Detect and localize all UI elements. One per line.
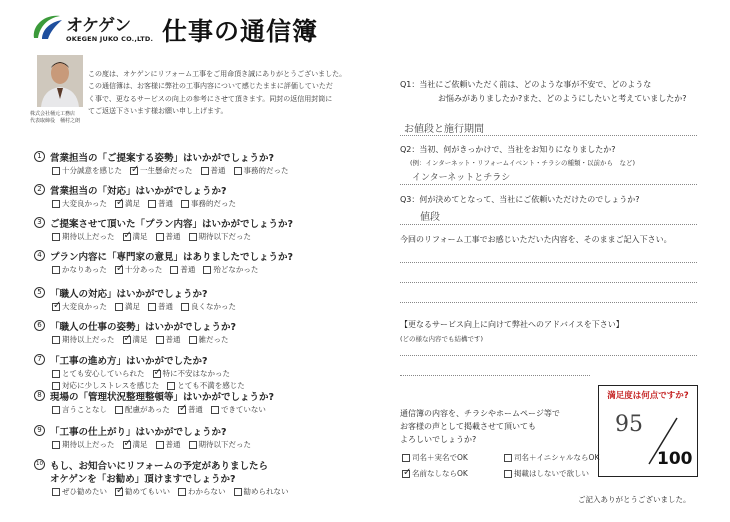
options-row [52,165,289,176]
option[interactable] [115,301,140,312]
checkbox-icon[interactable] [52,370,60,378]
question-text: 現場の「管理状況整理整頓等」はいかがでしょうか? [50,392,275,403]
question-text: 「工事の進め方」はいかがでしたか? [50,356,208,367]
options-row [52,368,230,379]
option[interactable] [156,439,181,450]
option-label: 期待以下だった [198,440,251,449]
president-company: 株式会社桶元工務店 [30,111,76,117]
option-label: 普通 [165,440,181,449]
checkbox-icon[interactable] [52,488,60,496]
option[interactable] [115,486,170,497]
option-label: 対応に少しストレスを感じた [62,381,160,390]
checked-checkbox-icon[interactable] [130,167,138,175]
option[interactable] [52,198,107,209]
publish-options-row1 [402,452,599,463]
publish-line2: お客様の声として掲載させて頂いても [400,422,536,431]
checked-checkbox-icon[interactable] [123,233,131,241]
publish-option-label: 名前なしならOK [412,469,468,478]
option[interactable] [52,334,115,345]
checkbox-icon[interactable] [211,406,219,414]
checkbox-icon[interactable] [234,167,242,175]
president-name: 代表取締役 桶村之朗 [30,118,81,124]
checked-checkbox-icon[interactable] [178,406,186,414]
checked-checkbox-icon[interactable] [52,303,60,311]
checkbox-icon[interactable] [203,266,211,274]
option[interactable] [203,264,258,275]
checkbox-icon[interactable] [234,488,242,496]
question-number: 9 [34,425,45,436]
q1-line2: お悩みがありましたか?また、どのようにしたいと考えていましたか? [438,94,687,103]
options-row [52,301,236,312]
option[interactable] [189,334,229,345]
checked-checkbox-icon[interactable] [123,336,131,344]
option-label: 期待以下だった [198,232,251,241]
question-number: 8 [34,390,45,401]
checkbox-icon[interactable] [52,336,60,344]
question-number: 2 [34,184,45,195]
option[interactable] [156,231,181,242]
option[interactable] [52,486,107,497]
checked-checkbox-icon[interactable] [123,441,131,449]
option[interactable] [170,264,195,275]
checkbox-icon[interactable] [52,167,60,175]
option[interactable] [123,231,148,242]
question-text: ご提案させて頂いた「プラン内容」はいかがでしょうか? [50,219,294,230]
option[interactable] [52,165,122,176]
options-row [52,198,236,209]
score-max: 100 [657,449,693,469]
option-label: わからない [188,487,226,496]
option[interactable] [148,198,173,209]
checkbox-icon[interactable] [181,303,189,311]
logo-subtitle: OKEGEN JUKO CO.,LTD. [66,35,154,43]
option[interactable] [234,486,289,497]
option-label: とても安心していられた [62,369,145,378]
checkbox-icon[interactable] [148,303,156,311]
option-label: 事務的だった [191,199,236,208]
option-label: 普通 [180,265,196,274]
person-icon [37,55,83,107]
option[interactable] [181,198,236,209]
option-label: 十分あった [124,265,163,274]
option-label: 普通 [165,232,181,241]
option-label: 満足 [132,335,148,344]
question-text: プラン内容に「専門家の意見」はありましたでしょうか? [50,252,294,263]
question-number: 6 [34,320,45,331]
option[interactable] [211,404,266,415]
option[interactable] [52,368,145,379]
q3-answer[interactable]: 値段 [420,212,440,223]
q3-line1: Q3：何が決めてとなって、当社にご依頼いただけたのでしょうか? [400,195,640,204]
answer-line [400,135,697,136]
q2-answer[interactable]: インターネットとチラシ [412,173,511,183]
option-label: 特に不安はなかった [162,369,230,378]
options-row [52,231,251,242]
intro-line: この通信簿は、お客様に弊社の工事内容について感じたままに評価していただ [88,82,333,91]
question-text-line2: オケゲンを「お勧め」頂けますでしょうか? [50,474,236,485]
advice-hint: (どの様な内容でも結構です) [400,335,484,343]
checked-checkbox-icon[interactable] [153,370,161,378]
option-label: 普通 [210,166,226,175]
checkbox-icon[interactable] [189,336,197,344]
intro-line: てご返送下さいます様お願い申し上げます。 [88,107,228,116]
option[interactable] [52,439,115,450]
option[interactable] [156,334,181,345]
checkbox-icon[interactable] [115,303,123,311]
checkbox-icon[interactable] [52,406,60,414]
option[interactable] [148,301,173,312]
option[interactable] [123,334,148,345]
option[interactable] [234,165,289,176]
publish-options-row2 [402,468,596,479]
logo-mark-icon [30,12,64,42]
question-number: 3 [34,217,45,228]
checked-checkbox-icon[interactable] [115,488,123,496]
option-label: 言うことなし [62,405,107,414]
option-label: 満足 [132,232,148,241]
option-label: 配慮があった [125,405,170,414]
option-label: 普通 [158,302,173,311]
option-label: できていない [220,405,266,414]
checkbox-icon[interactable] [52,233,60,241]
question-number: 5 [34,287,45,298]
option-label: 満足 [125,302,140,311]
option-label: 十分誠意を感じた [62,166,122,175]
question-text: 「職人の対応」はいかがでしょうか? [50,289,208,300]
option-label: とても不満を感じた [177,381,245,390]
option[interactable] [181,301,236,312]
q2-line1: Q2：当初、何がきっかけで、当社をお知りになりましたか? [400,145,616,154]
option[interactable] [115,264,162,275]
option[interactable] [52,264,107,275]
checkbox-icon[interactable] [52,266,60,274]
question-text: 「工事の仕上がり」はいかがでしょうか? [50,427,227,438]
checkbox-icon[interactable] [402,454,410,462]
checkbox-icon[interactable] [115,406,123,414]
option-label: 期待以上だった [62,232,115,241]
question-number: 4 [34,250,45,261]
option-label: 期待以上だった [62,440,115,449]
option[interactable] [115,198,140,209]
option[interactable] [153,368,231,379]
publish-line1: 通信簿の内容を、チラシやホームページ等で [400,409,560,418]
president-photo [37,55,83,107]
publish-option-label: 司名＋イニシャルならOK [514,453,600,462]
option[interactable] [189,439,252,450]
checkbox-icon[interactable] [156,336,164,344]
answer-line [400,262,697,263]
satisfaction-score-box [598,385,698,477]
logo-name: オケゲン [66,16,131,36]
option[interactable] [115,404,170,415]
q1-answer[interactable]: お値段と施行期間 [404,124,484,135]
option-label: 事務的だった [243,166,289,175]
option[interactable] [52,231,115,242]
checkbox-icon[interactable] [52,441,60,449]
score-value[interactable]: 95 [615,412,643,437]
publish-option[interactable] [402,468,494,479]
answer-line [400,302,697,303]
option-label: 満足 [132,440,148,449]
intro-line: この度は、オケゲンにリフォーム工事をご用命頂き誠にありがとうございました。 [88,70,347,78]
question-number: 1 [34,151,45,162]
question-text: 営業担当の「ご提案する姿勢」はいかがでしょうか? [50,153,275,164]
checkbox-icon[interactable] [52,200,60,208]
option[interactable] [52,301,107,312]
option[interactable] [130,165,193,176]
options-row [52,439,251,450]
answer-line [400,224,697,225]
checkbox-icon[interactable] [178,488,186,496]
checkbox-icon[interactable] [504,470,512,478]
company-logo [30,8,160,54]
thanks-text: ご記入ありがとうございました。 [578,495,691,504]
option-label: かなりあった [62,265,107,274]
options-row [52,264,258,275]
options-row [52,334,229,345]
question-text: 「職人の仕事の姿勢」はいかがでしょうか? [50,322,237,333]
option[interactable] [123,439,148,450]
publish-option[interactable] [402,452,494,463]
option[interactable] [52,404,107,415]
option-label: 一生懸命だった [140,166,193,175]
checked-checkbox-icon[interactable] [115,200,123,208]
impression-heading: 今回のリフォーム工事でお感じいただいた内容を、そのままご記入下さい。 [400,235,672,244]
publish-option-label: 掲載はしないで欲しい [514,469,589,478]
checkbox-icon[interactable] [156,441,164,449]
answer-line [400,375,590,376]
checkbox-icon[interactable] [148,200,156,208]
checkbox-icon[interactable] [181,200,189,208]
option-label: 雑だった [198,335,229,344]
advice-heading: 【更なるサービス向上に向けて弊社へのアドバイスを下さい】 [400,320,624,329]
option-label: 普通 [187,405,203,414]
answer-line [400,355,697,356]
option-label: 普通 [165,335,181,344]
option-label: ぜひ勧めたい [62,487,107,496]
option-label: 良くなかった [191,302,236,311]
options-row [52,404,266,415]
question-text: 営業担当の「対応」はいかがでしょうか? [50,186,227,197]
option[interactable] [178,404,203,415]
question-text: もし、お知合いにリフォームの予定がありましたら [50,461,269,472]
checkbox-icon[interactable] [201,167,209,175]
option[interactable] [178,486,226,497]
score-title: 満足度は何点ですか? [607,391,689,401]
option-label: 殆どなかった [213,265,259,274]
options-row [52,486,289,497]
option-label: 満足 [125,199,140,208]
publish-option[interactable] [504,452,599,463]
intro-line: く事で、更なるサービスの向上の参考にさせて頂きます。同封の返信用封筒に [88,94,333,103]
publish-line3: よろしいでしょうか? [400,435,477,444]
option[interactable] [201,165,226,176]
checked-checkbox-icon[interactable] [402,470,410,478]
q2-hint: (例：インターネット・リフォームイベント・チラシの種類・以前から など) [410,159,636,167]
checkbox-icon[interactable] [156,233,164,241]
checkbox-icon[interactable] [189,441,197,449]
checked-checkbox-icon[interactable] [115,266,123,274]
checkbox-icon[interactable] [189,233,197,241]
intro-text [88,68,378,118]
option-label: 普通 [158,199,173,208]
answer-line [400,184,697,185]
checkbox-icon[interactable] [504,454,512,462]
publish-option[interactable] [504,468,596,479]
option[interactable] [189,231,252,242]
question-number: 10 [34,459,45,470]
publish-option-label: 司名＋実名でOK [412,453,468,462]
option-label: 期待以上だった [62,335,115,344]
answer-line [400,282,697,283]
page-title: 仕事の通信簿 [162,17,319,46]
checkbox-icon[interactable] [170,266,178,274]
option-label: 勧めてもいい [125,487,170,496]
option-label: 大変良かった [62,302,107,311]
q1-line1: Q1：当社にご依頼いただく前は、どのような事が不安で、どのような [400,80,652,89]
option-label: 勧められない [243,487,289,496]
option-label: 大変良かった [62,199,107,208]
question-number: 7 [34,354,45,365]
